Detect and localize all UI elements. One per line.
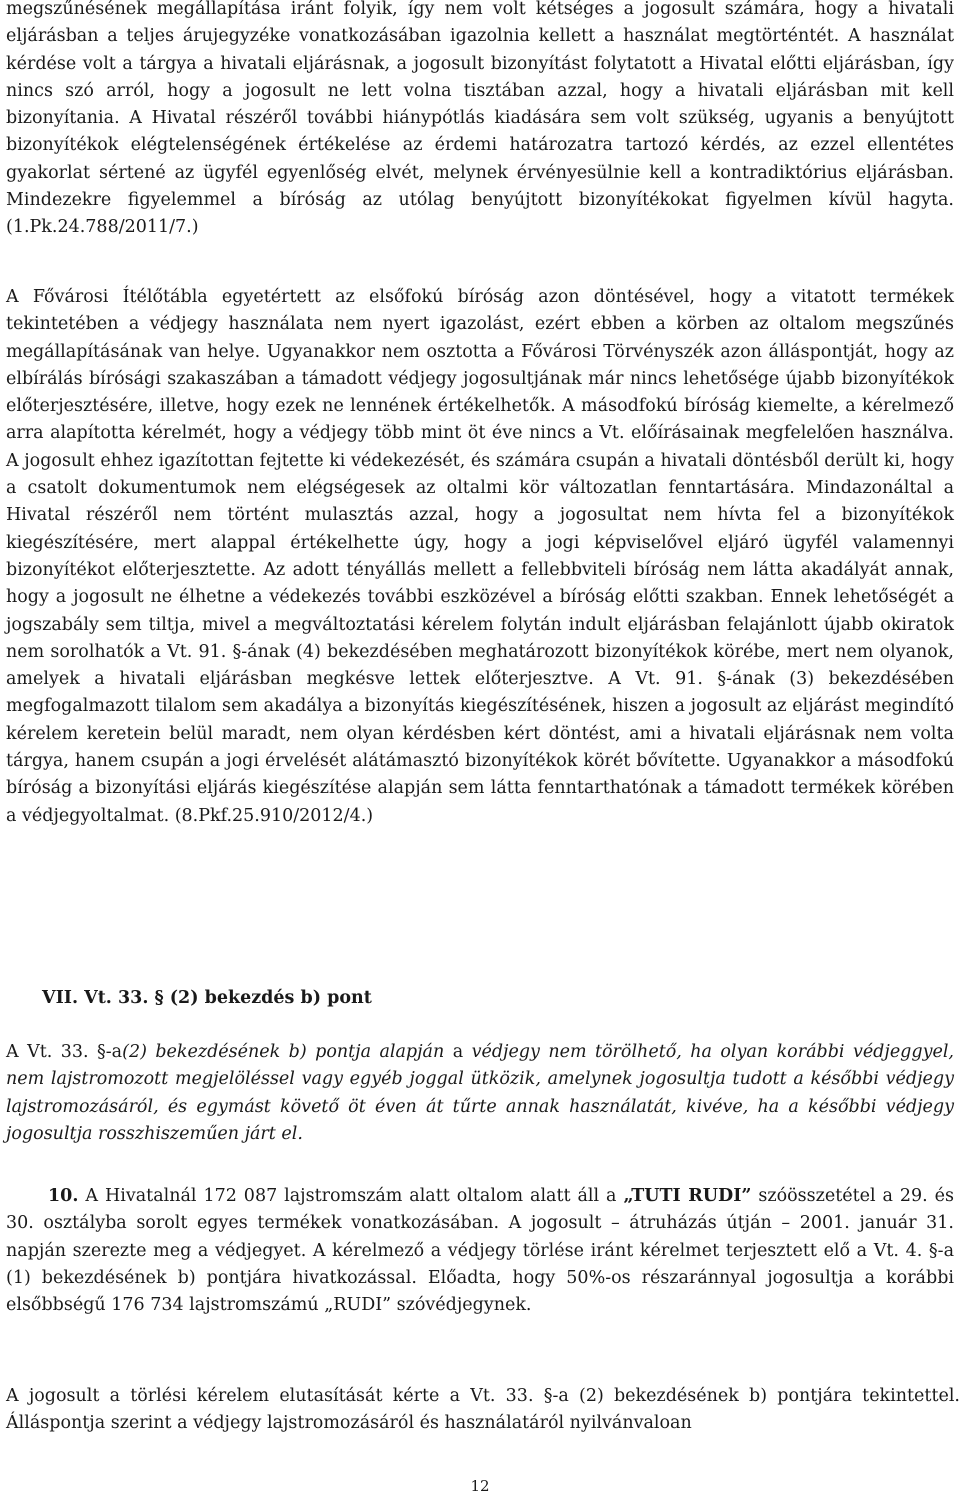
trademark-term: „TUTI RUDI” xyxy=(623,1186,752,1206)
paragraph-holder-position: A jogosult a törlési kérelem elutasítását kérte a Vt. 33. §-a (2) bekezdésének b) pontjára tekintettel. Álláspontja szerint a védjegy lajstromozásáról és használatáról nyilvánvaloan xyxy=(6,1386,960,1434)
paragraph-case-10 xyxy=(6,1183,954,1319)
paragraph-court-of-appeal: A Fővárosi Ítélőtábla egyetértett az elsőfokú bíróság azon döntésével, hogy a vitatott termékek tekintetében a védjegy használata nem nyert igazolást, ezért ebben a körben az oltalom megszűnés megállapításának van helye. Ugyanakkor nem osztotta a Fővárosi Törvényszék azon álláspontját, hogy az elbírálás bírósági szakaszában a támadott védjegy jogosultjának már nincs lehetősége újabb bizonyítékok előterjesztésére, illetve, hogy ezek ne lennének értékelhetők. A másodfokú bíróság kiemelte, a kérelmező arra alapította kérelmét, hogy a védjegy több mint öt éve nincs a Vt. előírásainak megfelelően használva. A jogosult ehhez igazítottan fejtette ki védekezését, és számára csupán a hivatali döntésből derült ki, hogy a csatolt dokumentumok nem elégségesek az oltalmi kör változatlan fenntartására. Mindazonáltal a Hivatal részéről nem történt mulasztás azzal, hogy a jogosultat nem hívta fel a bizonyítékok kiegészítésére, mert alappal értékelhette úgy, hogy a jogi képviselővel eljáró ügyfél valamennyi bizonyítékot előterjesztette. Az adott tényállás mellett a fellebbviteli bíróság nem látta akadályát annak, hogy a jogosult ne élhetne a védekezés további eszközével a bíróság előtti szakban. Ennek lehetőségét a jogszabály sem tiltja, mivel a megváltoztatási kérelem folytán indult eljárásban felajánlott újabb okiratok nem sorolhatók a Vt. 91. §-ának (4) bekezdésében meghatározott bizonyítékok körébe, mert nem olyanok, amelyek a hivatali eljárásban megkésve lettek előterjesztve. A Vt. 91. §-ának (3) bekezdésében megfogalmazott tilalom sem akadálya a bizonyítás kiegészítésének, hiszen a jogosult az eljárást megindító kérelem keretein belül maradt, nem olyan kérdésben kért döntést, ami a hivatali eljárásnak nem volta tárgya, hanem csupán a jogi érvelését alátámasztó bizonyítékok körét bővítette. Ugyanakkor a másodfokú bíróság a bizonyítási eljárás kiegészítése alapján sem látta fenntarthatónak a támadott termékek körében a védjegyoltalmat. (8.Pkf.25.910/2012/4.) xyxy=(6,287,954,826)
page-number: 12 xyxy=(470,1477,490,1495)
section-heading: VII. Vt. 33. § (2) bekezdés b) pont xyxy=(42,988,372,1008)
statute-text-italic: védjegy nem törölhető, ha olyan korábbi védjeggyel, nem lajstromozott megjelöléssel vagy egyéb joggal ütközik, amelynek jogosultja tudott a későbbi védjegy lajstromozásáról, és egymást követő öt éven át tűrte annak használatát, kivéve, ha a későbbi védjegy jogosultja rosszhiszeműen járt el. xyxy=(6,1042,954,1144)
statute-lead: A Vt. 33. §-a xyxy=(6,1042,123,1062)
paragraph-continuation: megszűnésének megállapítása iránt folyik, így nem volt kétséges a jogosult számára, hogy a hivatali eljárásban a teljes árujegyzéke vonatkozásában igazolnia kellett a használat megtörténtét. A használat kérdése volt a tárgya a hivatali eljárásnak, a jogosult bizonyítást folytatott a Hivatal előtti eljárásban, így nincs szó arról, hogy a jogosult ne lett volna tisztában azzal, hogy a hivatali eljárásban mit kell bizonyítania. A Hivatal részéről további hiánypótlás kiadására sem volt szükség, ugyanis a benyújtott bizonyítékok elégtelenségének értékelése az érdemi határozatra tartozó kérdés, az ezzel ellentétes gyakorlat sértené az ügyfél egyenlőség elvét, melynek érvényesülnie kell a kontradiktórius eljárásban. Mindezekre figyelemmel a bíróság az utólag benyújtott bizonyítékokat figyelmen kívül hagyta. (1.Pk.24.788/2011/7.) xyxy=(6,0,954,238)
case-text-start: A Hivatalnál 172 087 lajstromszám alatt oltalom alatt áll a xyxy=(85,1186,624,1206)
case-text-rest: szóösszetétel a 29. és 30. osztályba sorolt egyes termékek vonatkozásában. A jogosult – átruházás útján – 2001. január 31. napján szerezte meg a védjegyet. A kérelmező a védjegy törlése iránt kérelmet terjesztett elő a Vt. 4. §-a (1) bekezdésének b) pontjára hivatkozással. Előadta, hogy 50%-os részaránnyal jogosultja a korábbi elsőbbségű 176 734 lajstromszámú „RUDI” szóvédjegynek. xyxy=(6,1186,954,1316)
case-number: 10. xyxy=(48,1186,79,1206)
statute-connector: a xyxy=(444,1042,472,1062)
paragraph-statute-quote xyxy=(6,1039,954,1148)
statute-reference-italic: (2) bekezdésének b) pontja alapján xyxy=(122,1042,445,1062)
